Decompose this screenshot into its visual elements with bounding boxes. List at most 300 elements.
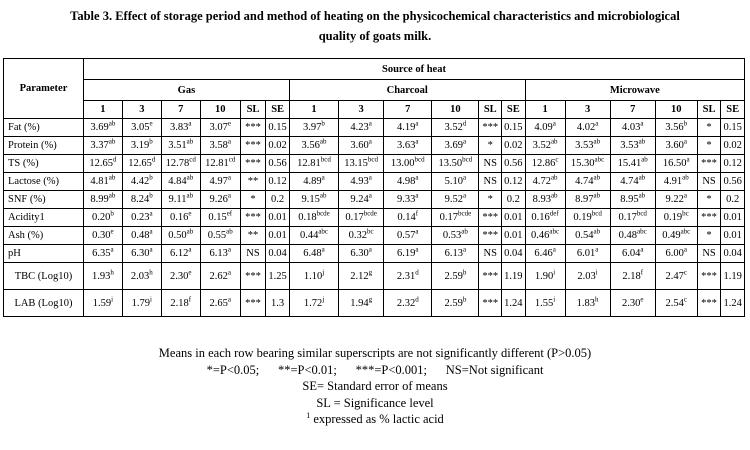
mean-value: 2.30 [621, 297, 641, 309]
superscript-letters: e [110, 227, 114, 236]
mean-value: 3.05 [131, 122, 150, 133]
superscript-letters: i [150, 295, 152, 303]
table-row [4, 209, 745, 227]
superscript-letters: e [640, 295, 644, 303]
table-body [4, 59, 745, 317]
mean-value: 0.46 [531, 230, 550, 241]
superscript-letters: a [463, 245, 467, 254]
superscript-letters: f [188, 295, 192, 303]
value-cell [83, 191, 122, 209]
mean-value: 0.14 [397, 212, 416, 223]
mean-value: 0.54 [575, 230, 594, 241]
superscript-letters: h [149, 268, 153, 276]
mean-value: 12.65 [128, 158, 152, 169]
mean-value: 2.65 [209, 297, 228, 309]
results-table [3, 58, 745, 317]
mean-value: 0.19 [573, 212, 592, 223]
superscript-letters: def [549, 209, 559, 218]
value-cell [289, 119, 338, 137]
significance-level: *** [240, 119, 266, 137]
value-cell [384, 191, 432, 209]
mean-value: 9.52 [444, 194, 464, 205]
standard-error: 0.02 [502, 137, 526, 155]
significance-level: * [697, 191, 721, 209]
standard-error: 0.04 [721, 245, 745, 263]
mean-value: 8.97 [575, 194, 594, 205]
superscript-letters: a [463, 173, 467, 182]
significance-level: ** [240, 173, 266, 191]
superscript-letters: a [368, 191, 372, 200]
mean-value: 2.30 [170, 270, 189, 282]
value-cell [655, 290, 697, 317]
value-cell [565, 263, 610, 290]
value-cell [122, 263, 161, 290]
value-cell [200, 263, 240, 290]
superscript-letters: a [227, 137, 231, 146]
superscript-letters: b [462, 295, 467, 303]
superscript-letters: d [462, 119, 467, 128]
value-cell [655, 119, 697, 137]
mean-value: 12.78 [165, 158, 190, 169]
significance-level: NS [479, 155, 502, 173]
superscript-letters: a [683, 191, 687, 200]
table-row [4, 227, 745, 245]
mean-value: 13.15 [344, 158, 368, 169]
mean-value: 0.48 [131, 230, 150, 241]
standard-error: 0.56 [721, 173, 745, 191]
superscript-letters: a [188, 119, 192, 128]
mean-value: 0.57 [397, 230, 416, 241]
mean-value: 4.09 [534, 122, 553, 133]
mean-value: 4.74 [620, 176, 639, 187]
superscript-letters: ab [186, 227, 194, 236]
superscript-letters: e [188, 268, 192, 276]
mean-value: 3.60 [350, 140, 369, 151]
mean-value: 16.50 [662, 158, 687, 169]
superscript-letters: a [227, 295, 231, 303]
superscript-letters: a [368, 173, 372, 182]
standard-error: 0.2 [502, 191, 526, 209]
superscript-letters: a [595, 245, 599, 254]
value-cell [200, 245, 240, 263]
mean-value: 1.79 [131, 297, 151, 309]
value-cell [161, 227, 200, 245]
mean-value: 3.52 [532, 140, 551, 151]
value-cell [289, 137, 338, 155]
mean-value: 3.60 [665, 140, 684, 151]
superscript-letters: a [415, 173, 419, 182]
value-cell [432, 227, 479, 245]
value-cell [339, 227, 384, 245]
mean-value: 2.18 [170, 297, 189, 309]
day-header: 1 [289, 101, 338, 119]
superscript-letters: ef [226, 209, 233, 218]
standard-error: 0.12 [502, 173, 526, 191]
note-se: SE= Standard error of means [302, 379, 448, 393]
value-cell [525, 191, 565, 209]
parameter-name: TS (%) [4, 155, 84, 173]
mean-value: 3.37 [90, 140, 109, 151]
note-similar-superscripts: Means in each row bearing similar superscripts are not significantly different (P>0.05) [158, 346, 592, 360]
value-cell [655, 191, 697, 209]
mean-value: 2.59 [444, 297, 463, 309]
mean-value: 6.30 [131, 248, 150, 259]
superscript-letters: bcde [316, 209, 330, 218]
superscript-letters: ab [319, 137, 327, 146]
standard-error: 0.02 [266, 137, 290, 155]
value-cell [655, 173, 697, 191]
value-cell [83, 209, 122, 227]
superscript-letters: ab [550, 137, 558, 146]
mean-value: 0.32 [348, 230, 367, 241]
value-cell [610, 263, 655, 290]
superscript-letters: ab [108, 191, 116, 200]
mean-value: 0.16 [170, 212, 189, 223]
mean-value: 15.41 [617, 158, 642, 169]
value-cell [565, 209, 610, 227]
significance-level: * [697, 119, 721, 137]
significance-level: *** [479, 209, 502, 227]
value-cell [525, 245, 565, 263]
sl-header: SL [697, 101, 721, 119]
parameter-name: SNF (%) [4, 191, 84, 209]
superscript-letters: bcd [367, 155, 378, 164]
mean-value: 12.81 [297, 158, 321, 169]
value-cell [384, 245, 432, 263]
significance-level: NS [240, 245, 266, 263]
superscript-letters: a [683, 137, 687, 146]
value-cell [384, 227, 432, 245]
superscript-letters: c [683, 295, 687, 303]
superscript-letters: a [686, 155, 690, 164]
superscript-letters: b [110, 209, 114, 218]
significance-level: *** [697, 263, 721, 290]
superscript-letters: abc [594, 155, 605, 164]
superscript-letters: b [149, 173, 153, 182]
value-cell [83, 119, 122, 137]
mean-value: 2.03 [130, 270, 150, 282]
mean-value: 1.93 [91, 270, 111, 282]
value-cell [432, 290, 479, 317]
mean-value: 6.19 [397, 248, 416, 259]
mean-value: 4.03 [621, 122, 641, 133]
superscript-letters: j [322, 295, 325, 303]
value-cell [289, 155, 338, 173]
superscript-letters: a [463, 191, 467, 200]
mean-value: 1.59 [92, 297, 112, 309]
mean-value: 3.56 [301, 140, 320, 151]
superscript-letters: bcd [462, 155, 473, 164]
superscript-letters: i [111, 295, 114, 303]
group-header-gas: Gas [83, 80, 289, 101]
superscript-letters: cd [189, 155, 196, 164]
mean-value: 2.31 [396, 270, 416, 282]
group-header-microwave: Microwave [525, 80, 744, 101]
mean-value: 6.48 [303, 248, 322, 259]
value-cell [289, 209, 338, 227]
standard-error: 0.12 [266, 173, 290, 191]
mean-value: 2.54 [665, 297, 684, 309]
significance-level: * [697, 137, 721, 155]
significance-level: *** [240, 209, 266, 227]
value-cell [122, 209, 161, 227]
superscript-letters: ab [550, 173, 558, 182]
mean-value: 2.03 [577, 270, 596, 282]
standard-error: 0.02 [721, 137, 745, 155]
mean-value: 9.33 [397, 194, 416, 205]
value-cell [432, 191, 479, 209]
table-title [0, 6, 750, 46]
standard-error: 0.15 [502, 119, 526, 137]
value-cell [565, 290, 610, 317]
value-cell [655, 245, 697, 263]
superscript-letters: ab [108, 173, 116, 182]
day-header: 7 [384, 101, 432, 119]
value-cell [83, 263, 122, 290]
superscript-letters: a [188, 245, 192, 254]
value-cell [525, 155, 565, 173]
value-cell [384, 263, 432, 290]
superscript-letters: b [683, 119, 688, 128]
mean-value: 6.46 [534, 248, 553, 259]
value-cell [565, 245, 610, 263]
table-row [4, 290, 745, 317]
value-cell [565, 173, 610, 191]
sl-header: SL [240, 101, 266, 119]
superscript-letters: d [415, 295, 419, 303]
mean-value: 8.95 [620, 194, 639, 205]
mean-value: 0.23 [131, 212, 150, 223]
significance-level: * [479, 191, 502, 209]
mean-value: 9.26 [209, 194, 228, 205]
sl-header: SL [479, 101, 502, 119]
value-cell [655, 137, 697, 155]
standard-error: 0.01 [266, 209, 290, 227]
value-cell [432, 155, 479, 173]
note-lactic-acid-text: expressed as % lactic acid [310, 412, 444, 426]
standard-error: 0.2 [721, 191, 745, 209]
value-cell [289, 227, 338, 245]
se-header: SE [721, 101, 745, 119]
significance-level: NS [479, 245, 502, 263]
significance-level: * [240, 191, 266, 209]
table-row [4, 263, 745, 290]
mean-value: 6.35 [92, 248, 111, 259]
superscript-letters: ab [638, 173, 646, 182]
mean-value: 4.72 [532, 176, 551, 187]
value-cell [610, 173, 655, 191]
value-cell [565, 119, 610, 137]
standard-error: 1.24 [502, 290, 526, 317]
mean-value: 8.24 [130, 194, 150, 205]
day-header: 7 [161, 101, 200, 119]
mean-value: 3.19 [130, 140, 150, 151]
mean-value: 0.55 [207, 230, 227, 241]
value-cell [339, 173, 384, 191]
table-row [4, 173, 745, 191]
superscript-letters: i [553, 268, 556, 276]
standard-error: 0.12 [721, 155, 745, 173]
superscript-letters: a [640, 119, 644, 128]
superscript-letters: c [555, 155, 559, 164]
mean-value: 15.30 [570, 158, 595, 169]
value-cell [565, 191, 610, 209]
value-cell [565, 227, 610, 245]
mean-value: 3.63 [397, 140, 416, 151]
note-lactic-acid [0, 411, 750, 428]
superscript-letters: e [227, 119, 231, 128]
significance-level: * [479, 137, 502, 155]
superscript-letters: i [553, 295, 556, 303]
mean-value: 3.52 [444, 122, 463, 133]
superscript-letters: c [683, 268, 687, 276]
significance-level: *** [240, 137, 266, 155]
value-cell [200, 290, 240, 317]
value-cell [161, 191, 200, 209]
value-cell [161, 245, 200, 263]
mean-value: 2.18 [622, 270, 641, 282]
standard-error: 0.04 [266, 245, 290, 263]
day-header: 1 [525, 101, 565, 119]
mean-value: 3.56 [665, 122, 684, 133]
value-cell [655, 263, 697, 290]
mean-value: 1.72 [303, 297, 323, 309]
superscript-letters: b [321, 119, 325, 128]
mean-value: 0.48 [618, 230, 638, 241]
day-header: 10 [200, 101, 240, 119]
superscript-letters: bcd [320, 155, 331, 164]
mean-value: 0.17 [345, 212, 364, 223]
significance-level: NS [697, 173, 721, 191]
mean-value: 0.20 [91, 212, 111, 223]
day-header: 3 [565, 101, 610, 119]
value-cell [610, 155, 655, 173]
superscript-letters: ab [226, 227, 233, 236]
value-cell [289, 290, 338, 317]
mean-value: 0.53 [442, 230, 462, 241]
value-cell [161, 263, 200, 290]
mean-value: 4.23 [350, 122, 369, 133]
table-row [4, 191, 745, 209]
standard-error: 0.15 [721, 119, 745, 137]
value-cell [200, 137, 240, 155]
value-cell [83, 137, 122, 155]
superscript-letters: ab [593, 137, 601, 146]
mean-value: 4.89 [303, 176, 322, 187]
mean-value: 2.47 [665, 270, 684, 282]
value-cell [525, 173, 565, 191]
superscript-letters: bcde [363, 209, 377, 218]
standard-error: 0.01 [502, 209, 526, 227]
table-row [4, 119, 745, 137]
value-cell [122, 290, 161, 317]
mean-value: 12.81 [205, 158, 229, 169]
value-cell [525, 119, 565, 137]
mean-value: 0.19 [663, 212, 683, 223]
parameter-header: Parameter [4, 59, 84, 119]
value-cell [432, 263, 479, 290]
mean-value: 0.50 [168, 230, 187, 241]
mean-value: 1.10 [303, 270, 323, 282]
superscript-letters: a [463, 137, 467, 146]
mean-value: 4.42 [130, 176, 150, 187]
superscript-letters: a [683, 245, 687, 254]
value-cell [384, 155, 432, 173]
superscript-letters: bcd [591, 209, 602, 218]
superscript-letters: a [595, 119, 599, 128]
superscript-letters: a [368, 245, 372, 254]
table-row [4, 245, 745, 263]
value-cell [610, 245, 655, 263]
mean-value: 2.62 [209, 270, 228, 282]
significance-level: * [697, 227, 721, 245]
se-header: SE [266, 101, 290, 119]
parameter-name: Ash (%) [4, 227, 84, 245]
superscript-letters: ab [186, 191, 194, 200]
mean-value: 1.55 [534, 297, 554, 309]
superscript-letters: j [322, 268, 325, 276]
mean-value: 0.17 [439, 212, 458, 223]
superscript-letters: a [552, 245, 556, 254]
parameter-name: Fat (%) [4, 119, 84, 137]
value-cell [200, 191, 240, 209]
mean-value: 3.69 [444, 140, 464, 151]
mean-value: 2.32 [396, 297, 416, 309]
superscript-letters: a [227, 191, 231, 200]
title-line-2: quality of goats milk. [318, 29, 432, 43]
value-cell [610, 227, 655, 245]
standard-error: 1.24 [721, 290, 745, 317]
significance-level: *** [240, 290, 266, 317]
value-cell [122, 245, 161, 263]
table-row [4, 137, 745, 155]
group-header-charcoal: Charcoal [289, 80, 525, 101]
mean-value: 3.83 [170, 122, 189, 133]
value-cell [122, 173, 161, 191]
superscript-letters: ab [641, 155, 648, 164]
value-cell [122, 155, 161, 173]
note-significance-key: *=P<0.05; **=P<0.01; ***=P<0.001; NS=Not significant [206, 362, 544, 377]
mean-value: 9.11 [168, 194, 187, 205]
mean-value: 6.12 [170, 248, 189, 259]
significance-level: *** [240, 263, 266, 290]
superscript-letters: ab [108, 119, 116, 128]
standard-error: 1.19 [502, 263, 526, 290]
value-cell [610, 137, 655, 155]
mean-value: 9.22 [665, 194, 684, 205]
superscript-letters: bcde [457, 209, 472, 218]
mean-value: 0.17 [618, 212, 637, 223]
value-cell [83, 173, 122, 191]
superscript-letters: a [149, 245, 153, 254]
superscript-letters: b [149, 191, 153, 200]
superscript-letters: a [368, 137, 372, 146]
superscript-letters: abc [680, 227, 691, 236]
superscript-letters: d [415, 268, 419, 276]
mean-value: 13.00 [390, 158, 415, 169]
superscript-letters: d [112, 155, 117, 164]
significance-level: ** [240, 227, 266, 245]
value-cell [610, 119, 655, 137]
significance-level: *** [479, 263, 502, 290]
superscript-letters: a [321, 173, 325, 182]
note-footnote-mark: 1 [306, 410, 311, 420]
value-cell [655, 209, 697, 227]
title-line-1: Table 3. Effect of storage period and method of heating on the physicochemical characteristics and microbiological [70, 9, 680, 23]
superscript-letters: e [188, 209, 192, 218]
mean-value: 6.13 [209, 248, 228, 259]
value-cell [610, 290, 655, 317]
